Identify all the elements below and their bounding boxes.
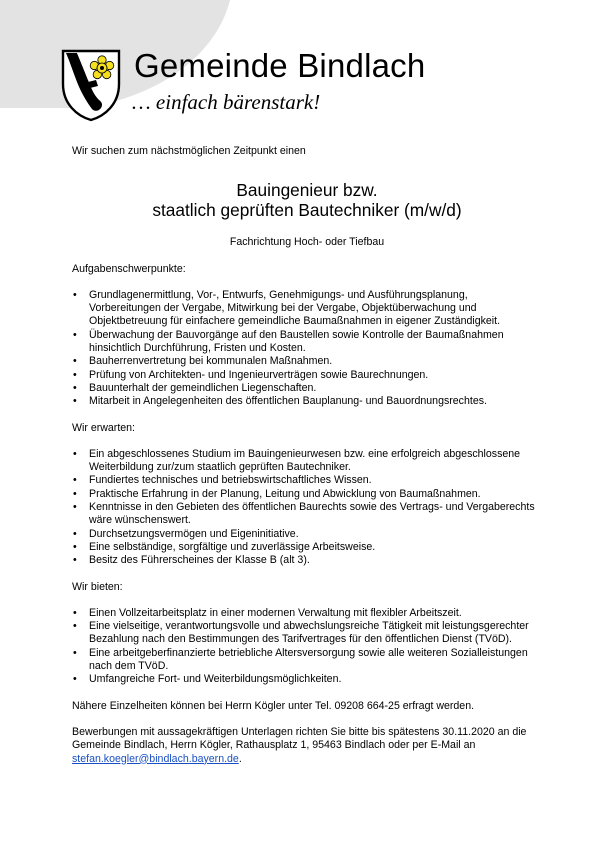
organization-name: Gemeinde Bindlach [134,47,426,84]
organization-slogan: … einfach bärenstark! [132,90,321,114]
list-item: • Fundiertes technisches und betriebswirtschaftliches Wissen. [72,474,542,487]
expectations-heading: Wir erwarten: [72,421,135,434]
job-title-line-2: staatlich geprüften Bautechniker (m/w/d) [152,200,462,221]
email-link[interactable]: stefan.koegler@bindlach.bayern.de [72,752,239,765]
list-item: • Mitarbeit in Angelegenheiten des öffentlichen Bauplanung- und Bauordnungsrechtes. [72,395,542,408]
coat-of-arms-logo [60,48,122,122]
list-item: • Grundlagenermittlung, Vor-, Entwurfs, Genehmigungs- und Ausführungsplanung, Vorbereitungen der Vergabe, Mitwirkung bei der Vergabe, Objektüberwachung und Objektbetreuung für einfachere gemeindliche Baumaßnahmen in eigener Zuständigkeit. [72,289,542,329]
list-item: • Umfangreiche Fort- und Weiterbildungsmöglichkeiten. [72,673,542,686]
list-item: • Eine selbständige, sorgfältige und zuverlässige Arbeitsweise. [72,541,542,554]
list-item: • Durchsetzungsvermögen und Eigeninitiative. [72,528,542,541]
list-item: • Praktische Erfahrung in der Planung, Leitung und Abwicklung von Baumaßnahmen. [72,488,542,501]
offer-heading: Wir bieten: [72,580,123,593]
list-item: • Eine vielseitige, verantwortungsvolle und abwechslungsreiche Tätigkeit mit leistungsgerechter Bezahlung nach den Bestimmungen des Tarifvertrages für den öffentlichen Dienst (TVöD). [72,620,542,647]
job-title [72,180,542,220]
tasks-heading: Aufgabenschwerpunkte: [72,262,186,275]
list-item: • Bauunterhalt der gemeindlichen Liegenschaften. [72,382,542,395]
list-item: • Kenntnisse in den Gebieten des öffentlichen Baurechts sowie des Vertrags- und Vergaberechts wäre wünschenswert. [72,501,542,528]
contact-info: Nähere Einzelheiten können bei Herrn Kögler unter Tel. 09208 664-25 erfragt werden. [72,699,475,712]
list-item: • Ein abgeschlossenes Studium im Bauingenieurwesen bzw. eine erfolgreich abgeschlossene Weiterbildung zur/zum staatlich geprüften Bautechniker. [72,448,542,475]
list-item: • Bauherrenvertretung bei kommunalen Maßnahmen. [72,355,542,368]
tasks-list [72,289,542,409]
list-item: • Überwachung der Bauvorgänge auf den Baustellen sowie Kontrolle der Baumaßnahmen hinsichtlich Durchführung, Fristen und Kosten. [72,329,542,356]
intro-text: Wir suchen zum nächstmöglichen Zeitpunkt einen [72,145,306,157]
list-item: • Einen Vollzeitarbeitsplatz in einer modernen Verwaltung mit flexibler Arbeitszeit. [72,607,542,620]
offer-list [72,607,542,687]
list-item: • Besitz des Führerscheines der Klasse B (alt 3). [72,554,542,567]
job-posting-body [72,145,542,766]
application-info [72,726,542,766]
list-item: • Prüfung von Architekten- und Ingenieurverträgen sowie Baurechnungen. [72,369,542,382]
expectations-list [72,448,542,568]
email-suffix: . [238,752,242,765]
job-specialization: Fachrichtung Hoch- oder Tiefbau [229,236,385,249]
application-text: Bewerbungen mit aussagekräftigen Unterlagen richten Sie bitte bis spätestens 30.11.2020 an die Gemeinde Bindlach, Herrn Kögler, Rathausplatz 1, 95463 Bindlach oder per E-Mail an [72,725,527,752]
list-item: • Eine arbeitgeberfinanzierte betriebliche Altersversorgung sowie alle weiteren Sozialleistungen nach dem TVöD. [72,647,542,674]
job-title-line-1: Bauingenieur bzw. [236,180,378,201]
